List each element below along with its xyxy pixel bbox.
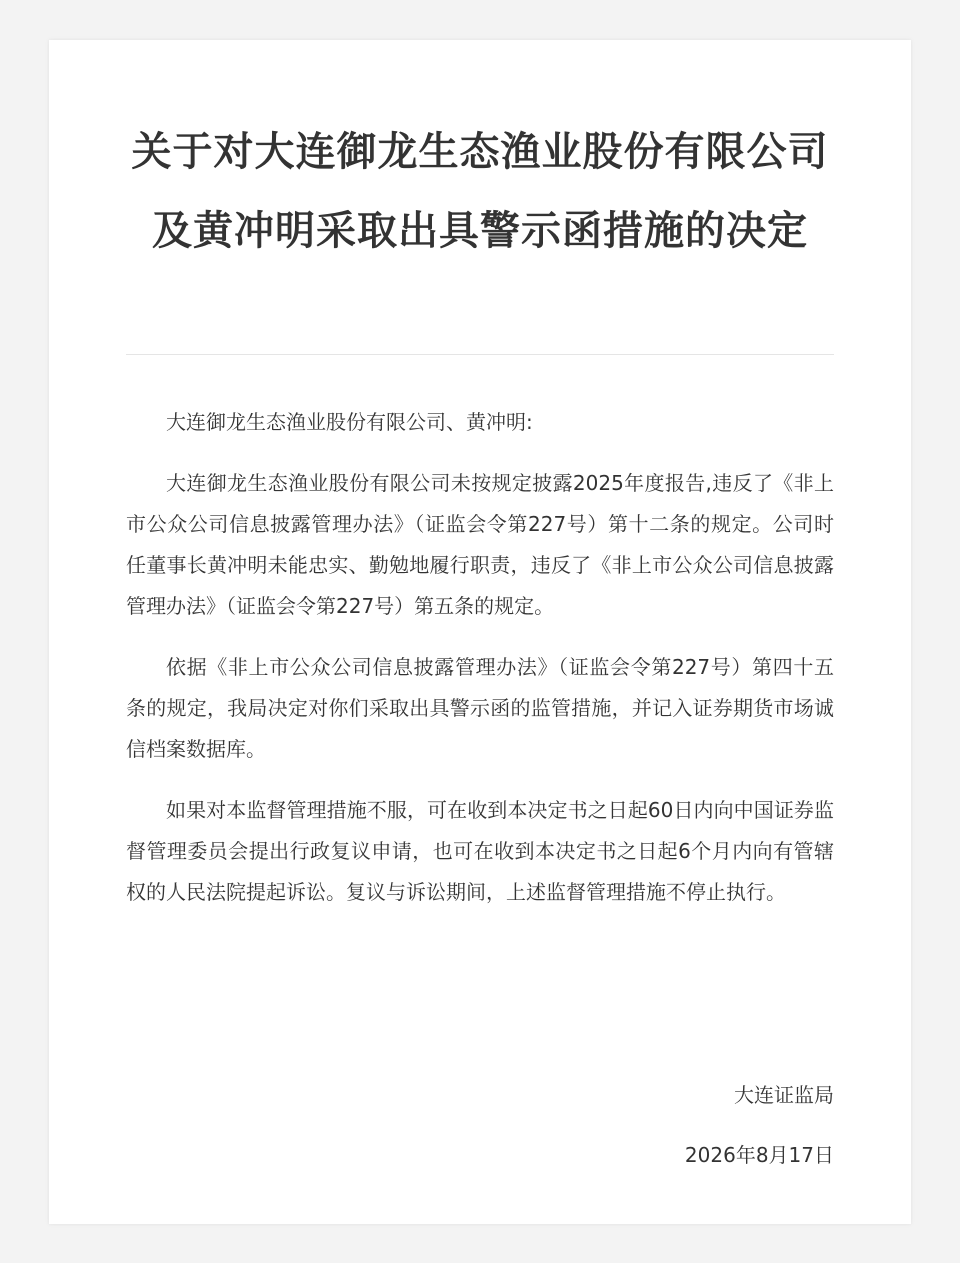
document-body	[126, 402, 834, 913]
document-title: 关于对大连御龙生态渔业股份有限公司及黄冲明采取出具警示函措施的决定	[131, 129, 829, 254]
issue-date: 2026年8月17日	[684, 1143, 834, 1167]
appeal-paragraph: 如果对本监督管理措施不服，可在收到本决定书之日起60日内向中国证券监督管理委员会提出行政复议申请，也可在收到本决定书之日起6个月内向有管辖权的人民法院提起诉讼。复议与诉讼期间，上述监督管理措施不停止执行。	[126, 798, 834, 904]
violation-paragraph: 大连御龙生态渔业股份有限公司未按规定披露2025年度报告,违反了《非上市公众公司信息披露管理办法》（证监会令第227号）第十二条的规定。公司时任董事长黄冲明未能忠实、勤勉地履行职责，违反了《非上市公众公司信息披露管理办法》（证监会令第227号）第五条的规定。	[126, 471, 834, 618]
issuing-authority: 大连证监局	[734, 1083, 834, 1107]
decision-paragraph: 依据《非上市公众公司信息披露管理办法》（证监会令第227号）第四十五条的规定，我局决定对你们采取出具警示函的监管措施，并记入证券期货市场诚信档案数据库。	[126, 655, 834, 761]
title-divider	[126, 354, 834, 355]
document-card	[49, 40, 911, 1224]
addressee-paragraph: 大连御龙生态渔业股份有限公司、黄冲明:	[166, 410, 533, 434]
